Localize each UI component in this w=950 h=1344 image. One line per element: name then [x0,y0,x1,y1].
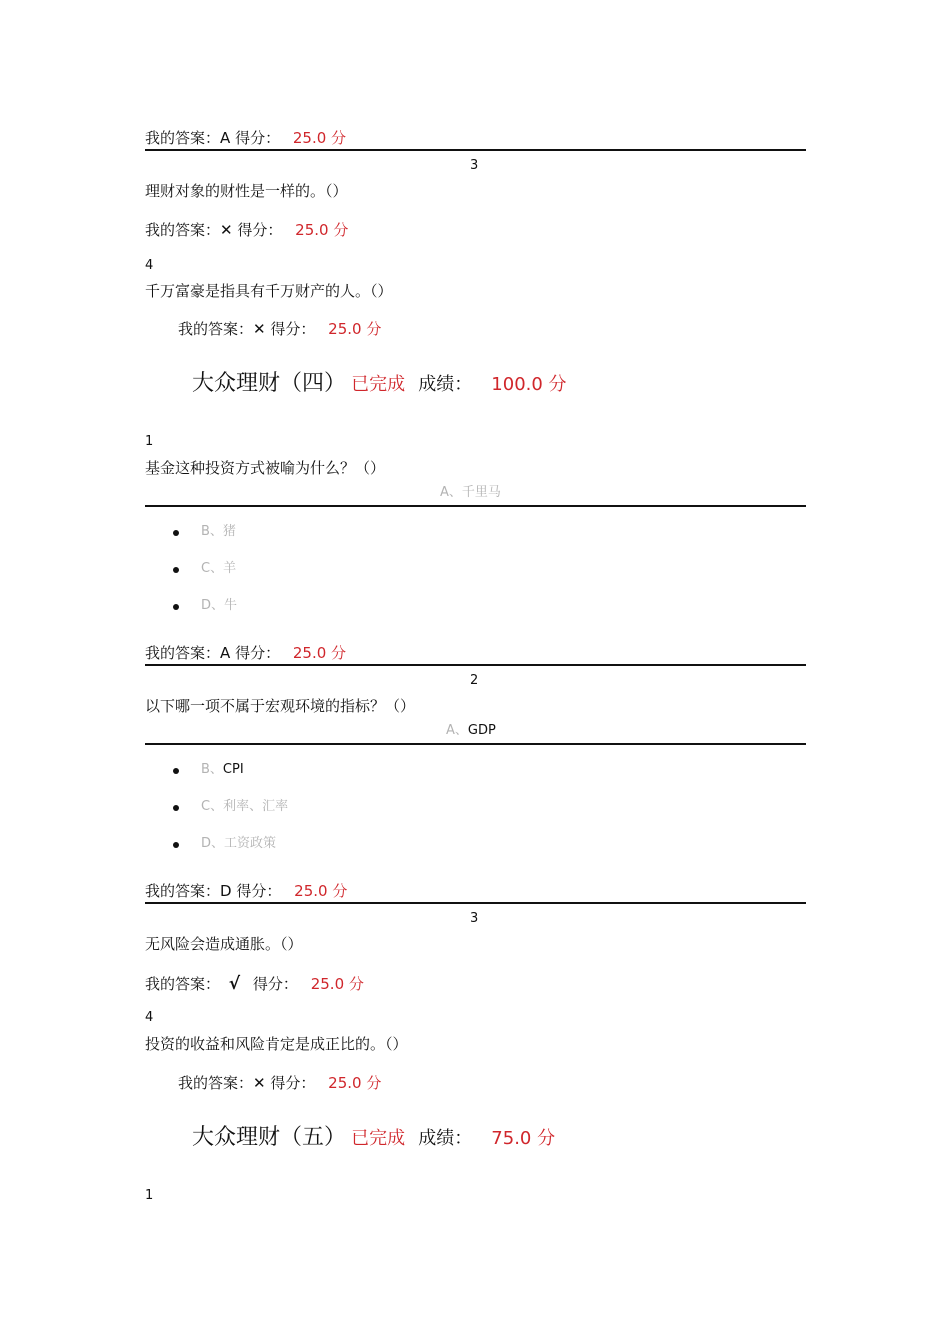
section-heading [192,1124,555,1152]
score-label: 得分： [235,644,281,662]
completed-status: 已完成 [351,1128,406,1149]
section-title: 大众理财（四） [192,371,347,396]
option-b[interactable]: B、猪 [201,524,236,539]
my-answer-label: 我的答案： [145,882,221,900]
question-number: 1 [145,1188,154,1203]
my-answer-label: 我的答案： [145,975,221,993]
my-answer-label: 我的答案： [178,1074,254,1092]
my-answer-label: 我的答案： [145,129,221,147]
question-text: 理财对象的财性是一样的。（） [145,182,348,200]
score-value: 25.0 分 [292,644,347,662]
option-a[interactable]: A、GDP [446,723,496,738]
bullet-icon [173,530,179,536]
question-number: 4 [145,258,154,273]
option-c[interactable]: C、羊 [201,561,237,576]
answer-line [145,128,346,148]
question-text: 投资的收益和风险肯定是成正比的。（） [145,1035,408,1053]
question-number: 3 [470,911,479,926]
score-value: 25.0 分 [295,221,349,239]
question-text: 无风险会造成通胀。（） [145,935,303,953]
question-number: 4 [145,1010,154,1025]
answer-line [145,881,347,901]
question-text: 千万富豪是指具有千万财产的人。（） [145,282,393,300]
bullet-icon [173,805,179,811]
option-b[interactable]: B、CPI [201,762,244,777]
question-number: 2 [470,673,479,688]
score-value: 25.0 分 [292,129,347,147]
grade-value: 75.0 分 [491,1128,556,1149]
question-number: 1 [145,434,154,449]
bullet-icon [173,842,179,848]
score-value: 25.0 分 [328,320,382,338]
check-mark-icon: √ [228,974,241,994]
my-answer-label: 我的答案： [178,320,254,338]
answer-line [145,974,364,994]
score-label: 得分： [237,221,283,239]
divider [145,505,806,507]
divider [145,743,806,745]
grade-value: 100.0 分 [491,374,567,395]
score-value: 25.0 分 [294,882,348,900]
option-d[interactable]: D、工资政策 [201,836,277,851]
section-heading [192,370,567,398]
score-label: 得分： [270,320,316,338]
my-answer-label: 我的答案： [145,221,221,239]
score-value: 25.0 分 [328,1074,382,1092]
question-text: 基金这种投资方式被喻为什么？（） [145,459,386,477]
answer-value: A [220,129,231,147]
completed-status: 已完成 [351,374,406,395]
answer-value: A [220,644,231,662]
wrong-mark-icon: ✕ [253,320,266,338]
my-answer-label: 我的答案： [145,644,221,662]
score-label: 得分： [270,1074,316,1092]
question-text: 以下哪一项不属于宏观环境的指标？（） [145,697,416,715]
grade-label: 成绩： [418,1128,473,1149]
option-c[interactable]: C、利率、汇率 [201,799,289,814]
answer-line [178,1073,381,1093]
wrong-mark-icon: ✕ [220,221,233,239]
score-value: 25.0 分 [310,975,364,993]
wrong-mark-icon: ✕ [253,1074,266,1092]
bullet-icon [173,567,179,573]
option-a[interactable]: A、千里马 [440,485,501,500]
question-number: 3 [470,158,479,173]
score-label: 得分： [252,975,298,993]
bullet-icon [173,604,179,610]
answer-line [178,319,381,339]
divider [145,664,806,666]
grade-label: 成绩： [418,374,473,395]
answer-line [145,220,348,240]
bullet-icon [173,768,179,774]
score-label: 得分： [236,882,282,900]
score-label: 得分： [235,129,281,147]
section-title: 大众理财（五） [192,1125,347,1150]
option-d[interactable]: D、牛 [201,598,238,613]
answer-line [145,643,346,663]
divider [145,902,806,904]
divider [145,149,806,151]
answer-value: D [220,882,232,900]
